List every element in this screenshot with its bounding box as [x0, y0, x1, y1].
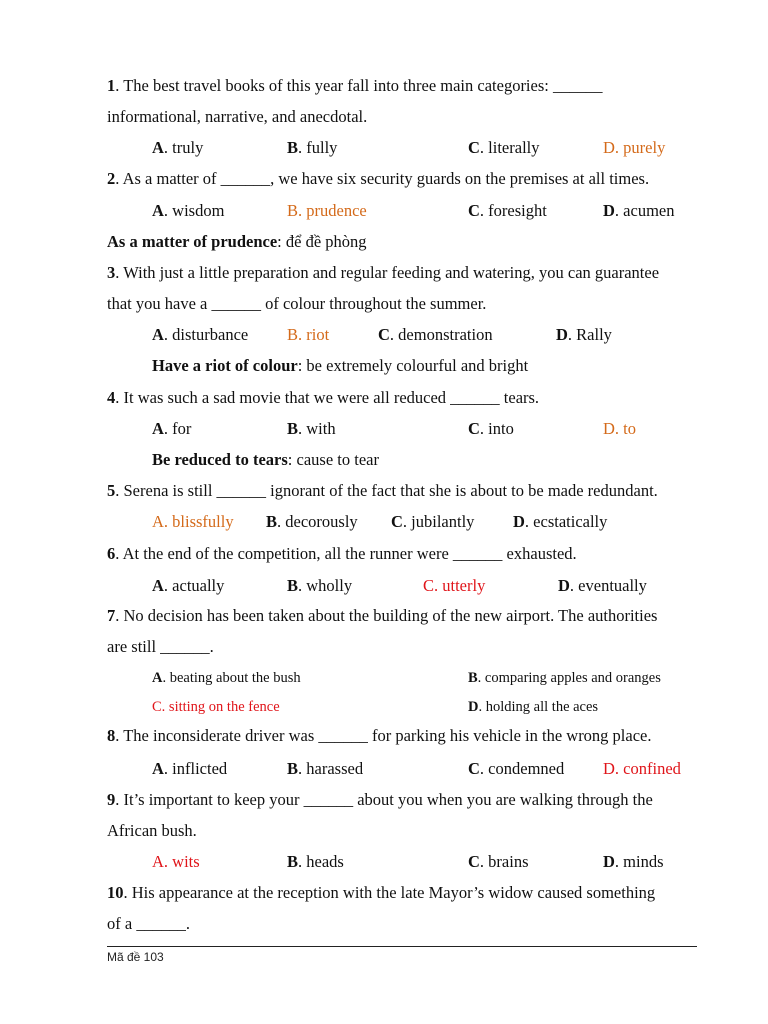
- option-1-a: A. truly: [152, 138, 204, 157]
- option-8-a: A. inflicted: [152, 759, 228, 778]
- question-7-line-2: are still ______.: [107, 637, 214, 656]
- option-7-c-answer: C. sitting on the fence: [152, 699, 280, 715]
- question-number: 6: [107, 544, 116, 563]
- option-4-a: A. for: [152, 419, 192, 438]
- option-8-d-answer: D. confined: [603, 759, 681, 778]
- question-9-line-1: [107, 790, 653, 810]
- question-2-line-1: [107, 169, 649, 189]
- option-5-d: D. ecstatically: [513, 512, 608, 531]
- option-3-a: A. disturbance: [152, 325, 249, 344]
- option-9-b: B. heads: [287, 852, 344, 871]
- note-3: Have a riot of colour: be extremely colourful and bright: [152, 356, 529, 375]
- question-number: 7: [107, 606, 116, 625]
- option-3-b-answer: B. riot: [287, 325, 330, 344]
- option-9-c: C. brains: [468, 852, 529, 871]
- question-1-line-2: informational, narrative, and anecdotal.: [107, 107, 368, 126]
- note-4: Be reduced to tears: cause to tear: [152, 450, 379, 469]
- question-number: 4: [107, 388, 116, 407]
- option-5-b: B. decorously: [266, 512, 358, 531]
- option-3-d: D. Rally: [556, 325, 612, 344]
- option-1-d-answer: D. purely: [603, 138, 666, 157]
- question-1-line-1: [107, 76, 602, 96]
- question-stem: . With just a little preparation and regular feeding and watering, you can guarantee: [115, 263, 660, 282]
- question-stem: . No decision has been taken about the building of the new airport. The authorities: [115, 606, 658, 625]
- option-1-c: C. literally: [468, 138, 540, 157]
- note-2: As a matter of prudence: để đề phòng: [107, 232, 367, 251]
- question-10-line-1: [107, 883, 655, 903]
- option-6-d: D. eventually: [558, 576, 647, 595]
- option-2-b-answer: B. prudence: [287, 201, 367, 220]
- option-4-c: C. into: [468, 419, 514, 438]
- question-number: 9: [107, 790, 116, 809]
- question-stem: . It was such a sad movie that we were all reduced ______ tears.: [115, 388, 540, 407]
- question-number: 1: [107, 76, 116, 95]
- option-8-c: C. condemned: [468, 759, 565, 778]
- option-2-c: C. foresight: [468, 201, 547, 220]
- question-10-line-2: of a ______.: [107, 914, 190, 933]
- question-stem: . His appearance at the reception with the late Mayor’s widow caused something: [123, 883, 656, 902]
- question-stem: . The inconsiderate driver was ______ for parking his vehicle in the wrong place.: [115, 726, 652, 745]
- question-number: 8: [107, 726, 116, 745]
- question-3-line-2: that you have a ______ of colour throughout the summer.: [107, 294, 487, 313]
- question-number: 3: [107, 263, 116, 282]
- question-stem: . The best travel books of this year fall into three main categories: ______: [115, 76, 603, 95]
- option-7-b: B. comparing apples and oranges: [468, 670, 661, 686]
- question-stem: . At the end of the competition, all the runner were ______ exhausted.: [115, 544, 577, 563]
- option-5-a-answer: A. blissfully: [152, 512, 234, 531]
- footer-exam-code: Mã đề 103: [107, 950, 164, 964]
- option-4-b: B. with: [287, 419, 336, 438]
- option-5-c: C. jubilantly: [391, 512, 475, 531]
- option-3-c: C. demonstration: [378, 325, 493, 344]
- option-9-d: D. minds: [603, 852, 664, 871]
- question-4-line-1: [107, 388, 539, 408]
- question-6-line-1: [107, 544, 577, 564]
- option-7-a: A. beating about the bush: [152, 670, 301, 686]
- option-6-c-answer: C. utterly: [423, 576, 486, 595]
- option-6-b: B. wholly: [287, 576, 353, 595]
- question-stem: . Serena is still ______ ignorant of the fact that she is about to be made redundant.: [115, 481, 658, 500]
- question-8-line-1: [107, 726, 652, 746]
- option-8-b: B. harassed: [287, 759, 364, 778]
- option-9-a-answer: A. wits: [152, 852, 200, 871]
- question-9-line-2: African bush.: [107, 821, 197, 840]
- question-5-line-1: [107, 481, 658, 501]
- option-4-d-answer: D. to: [603, 419, 637, 438]
- option-6-a: A. actually: [152, 576, 225, 595]
- option-7-d: D. holding all the aces: [468, 699, 599, 715]
- question-stem: . As a matter of ______, we have six security guards on the premises at all times.: [115, 169, 650, 188]
- question-stem: . It’s important to keep your ______ about you when you are walking through the: [115, 790, 653, 809]
- question-7-line-1: [107, 606, 657, 626]
- option-1-b: B. fully: [287, 138, 338, 157]
- footer-divider: [107, 946, 697, 947]
- option-2-d: D. acumen: [603, 201, 675, 220]
- question-number: 10: [107, 883, 124, 902]
- question-number: 5: [107, 481, 116, 500]
- question-3-line-1: [107, 263, 659, 283]
- question-number: 2: [107, 169, 116, 188]
- option-2-a: A. wisdom: [152, 201, 225, 220]
